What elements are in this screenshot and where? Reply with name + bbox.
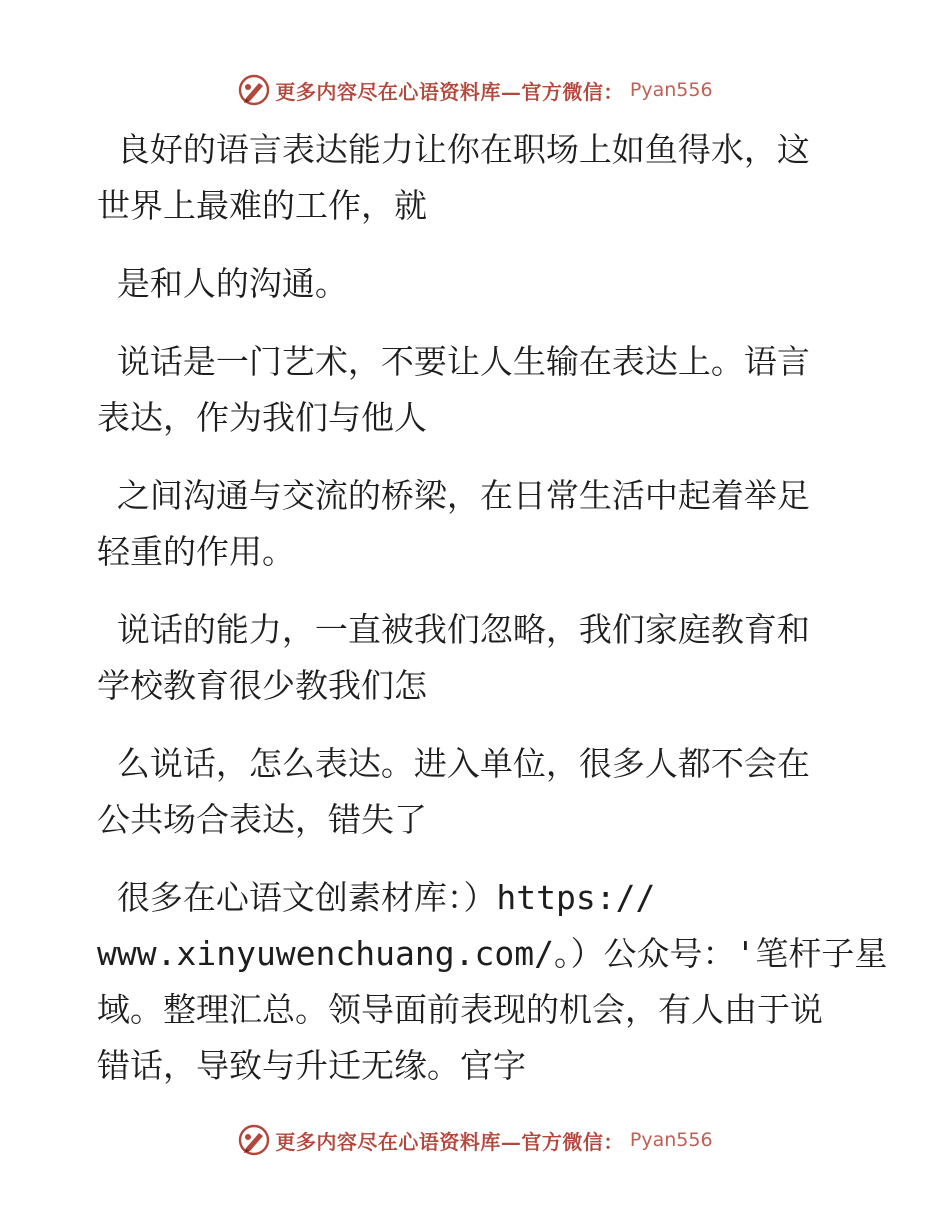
- footer-banner-text: 更多内容尽在心语资料库—官方微信：: [275, 1129, 624, 1154]
- paragraph-line: 错话，导致与升迁无缘。官字: [97, 1046, 526, 1085]
- document-body: [97, 122, 888, 1094]
- paragraph-line: 之间沟通与交流的桥梁，在日常生活中起着举足: [97, 476, 810, 515]
- paragraph-5: [97, 602, 857, 714]
- paragraph-line: 世界上最难的工作，就: [97, 186, 427, 225]
- paragraph-line: 良好的语言表达能力让你在职场上如鱼得水，这: [97, 130, 810, 169]
- paragraph-2: [97, 256, 857, 312]
- header-banner-text: 更多内容尽在心语资料库—官方微信：: [275, 79, 624, 104]
- paragraph-line: 么说话，怎么表达。进入单位，很多人都不会在: [97, 744, 810, 783]
- paragraph-7: [97, 870, 888, 1094]
- paragraph-line: 表达，作为我们与他人: [97, 398, 427, 437]
- paragraph-3: [97, 334, 857, 446]
- paragraph-line: 是和人的沟通。: [97, 264, 348, 303]
- header-wechat-id: Pyan556: [629, 79, 713, 101]
- pen-logo-icon: [237, 1123, 271, 1157]
- paragraph-line: 域。整理汇总。领导面前表现的机会，有人由于说: [97, 990, 823, 1029]
- paragraph-line: 轻重的作用。: [97, 532, 295, 571]
- footer-banner: [0, 1120, 950, 1160]
- paragraph-line: 很多在心语文创素材库：）https://: [97, 878, 656, 917]
- paragraph-line: 说话是一门艺术，不要让人生输在表达上。语言: [97, 342, 810, 381]
- footer-wechat-id: Pyan556: [629, 1129, 713, 1151]
- paragraph-1: [97, 122, 857, 234]
- paragraph-6: [97, 736, 857, 848]
- header-banner-content: [237, 73, 712, 107]
- paragraph-line: 说话的能力，一直被我们忽略，我们家庭教育和: [97, 610, 810, 649]
- paragraph-line: 公共场合表达，错失了: [97, 800, 427, 839]
- header-banner: [0, 70, 950, 110]
- paragraph-line: www.xinyuwenchuang.com/。）公众号：'笔杆子星: [97, 934, 888, 973]
- paragraph-line: 学校教育很少教我们怎: [97, 666, 427, 705]
- paragraph-4: [97, 468, 857, 580]
- footer-banner-content: [237, 1123, 712, 1157]
- pen-logo-icon: [237, 73, 271, 107]
